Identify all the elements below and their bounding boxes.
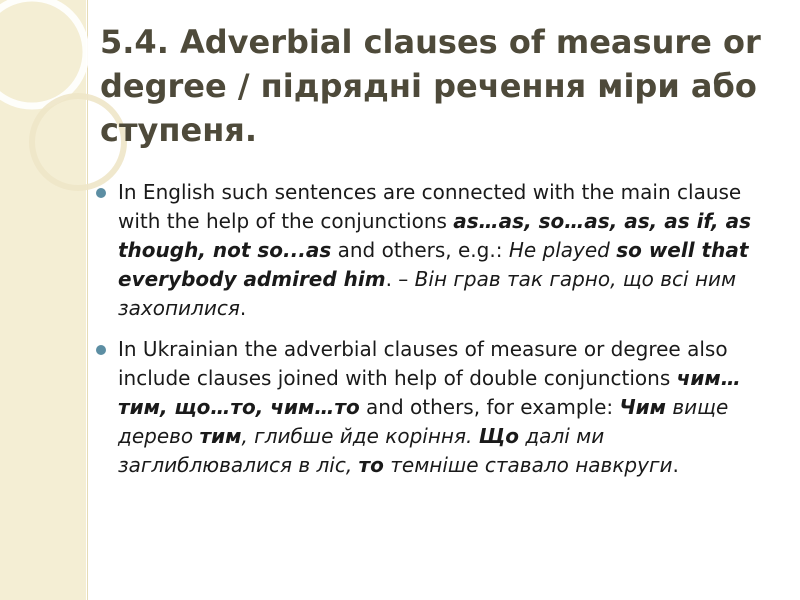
text-segment: Він грав так гарно, що всі ним захопилися <box>118 267 737 320</box>
bullet-item-ukrainian <box>94 335 784 480</box>
text-segment: Чим <box>619 395 667 419</box>
text-segment: In Ukrainian the adverbial clauses of measure or degree also include clauses joined with help of double conjunctions <box>118 337 728 390</box>
text-segment: so well that everybody admired him <box>118 238 749 291</box>
text-segment: чим…тим, що…то, чим…то <box>118 366 741 419</box>
text-segment: and others, for example: <box>359 395 620 419</box>
text-segment: темніше ставало навкруги <box>383 453 673 477</box>
bullet-text <box>118 180 751 320</box>
bullet-text <box>118 337 741 477</box>
bullet-item-english <box>94 178 784 323</box>
text-segment: . – <box>385 267 415 291</box>
text-segment: . <box>672 453 679 477</box>
decorative-ring-large <box>0 0 86 106</box>
text-segment: вище дерево <box>118 395 729 448</box>
bullet-dot-icon <box>96 188 106 198</box>
bullet-list <box>94 178 784 492</box>
text-segment: and others, e.g.: <box>331 238 509 262</box>
text-segment: тим <box>199 424 242 448</box>
text-segment: In English such sentences are connected with the main clause with the help of the conjunctions <box>118 180 742 233</box>
text-segment: He played <box>508 238 617 262</box>
bullet-dot-icon <box>96 345 106 355</box>
slide-title: 5.4. Adverbial clauses of measure or degree / підрядні речення міри або ступеня. <box>100 23 761 149</box>
text-segment: . <box>239 296 247 320</box>
text-segment: далі ми заглиблювалися в ліс, <box>118 424 605 477</box>
text-segment: то <box>358 453 384 477</box>
text-segment: Що <box>478 424 519 448</box>
text-segment: as…as, so…as, as, as if, as though, not so...as <box>118 209 751 262</box>
text-segment: , глибше йде коріння. <box>241 424 479 448</box>
